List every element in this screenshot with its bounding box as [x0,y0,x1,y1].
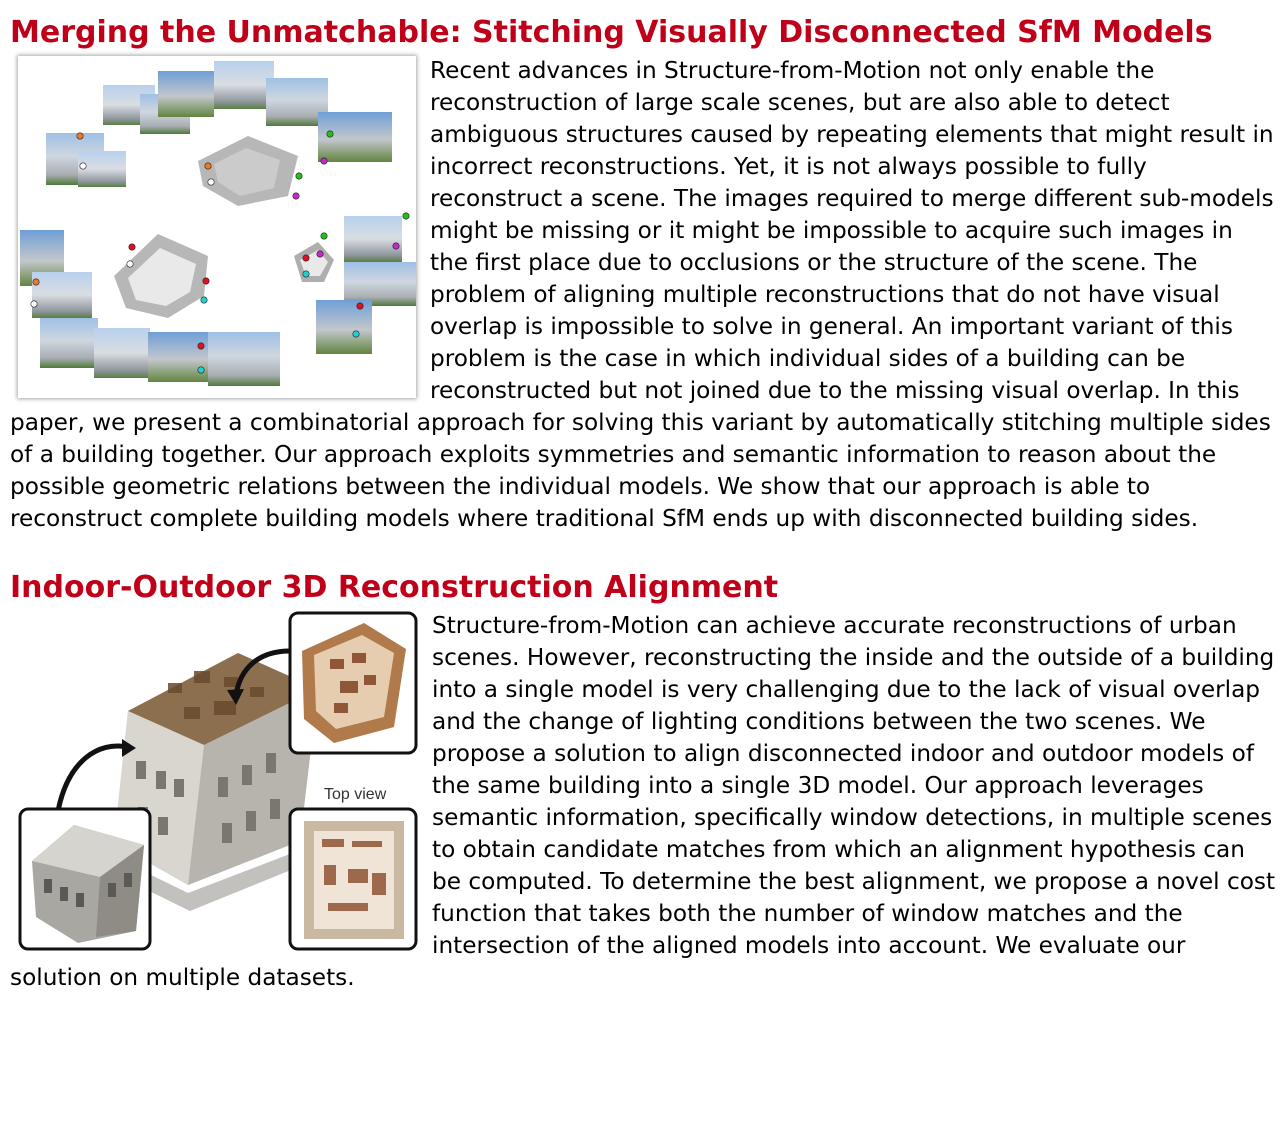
top-view-label: Top view [324,786,387,803]
paper-abstract-1: Recent advances in Structure-from-Motion not only enable the reconstruction of large scale scenes, but are also able to detect ambiguous structures caused by repeating elements that might result in incorrect reconstructions. Yet, it is not always possible to fully reconstruct a scene. The images required to merge different sub-models might be missing or it might be impossible to acquire such images in the first place due to occlusions or the structure of the scene. The problem of aligning multiple reconstructions that do not have visual overlap is impossible to solve in general. An important variant of this problem is the case in which individual sides of a building can be reconstructed but not joined due to the missing visual overlap. In this paper, we present a combinatorial approach for solving this variant by automatically stitching multiple sides of a building together. Our approach exploits symmetries and semantic information to reason about the possible geometric relations between the individual models. We show that our approach is able to reconstruct complete building models where traditional SfM ends up with disconnected building sides. [10,57,1274,532]
sfm-models-illustration [18,56,416,398]
paper-section-2 [10,571,1278,994]
top-view-thumbnail [304,821,404,939]
paper-section-1 [10,16,1278,535]
paper-title-1: Merging the Unmatchable: Stitching Visually Disconnected SfM Models [10,15,1213,50]
indoor-outdoor-illustration [18,611,418,955]
paper-title-2: Indoor-Outdoor 3D Reconstruction Alignment [10,570,779,605]
paper-abstract-2: Structure-from-Motion can achieve accurate reconstructions of urban scenes. However, reconstructing the inside and the outside of a building into a single model is very challenging due to the lack of visual overlap and the change of lighting conditions between the two scenes. We propose a solution to align disconnected indoor and outdoor models of the same building into a single 3D model. Our approach leverages semantic information, specifically window detections, in multiple scenes to obtain candidate matches from which an alignment hypothesis can be computed. To determine the best alignment, we propose a novel cost function that takes both the number of window matches and the intersection of the aligned models into account. We evaluate our solution on multiple datasets. [10,612,1276,991]
paper-figure-1 [18,56,416,398]
paper-figure-2 [18,611,418,955]
